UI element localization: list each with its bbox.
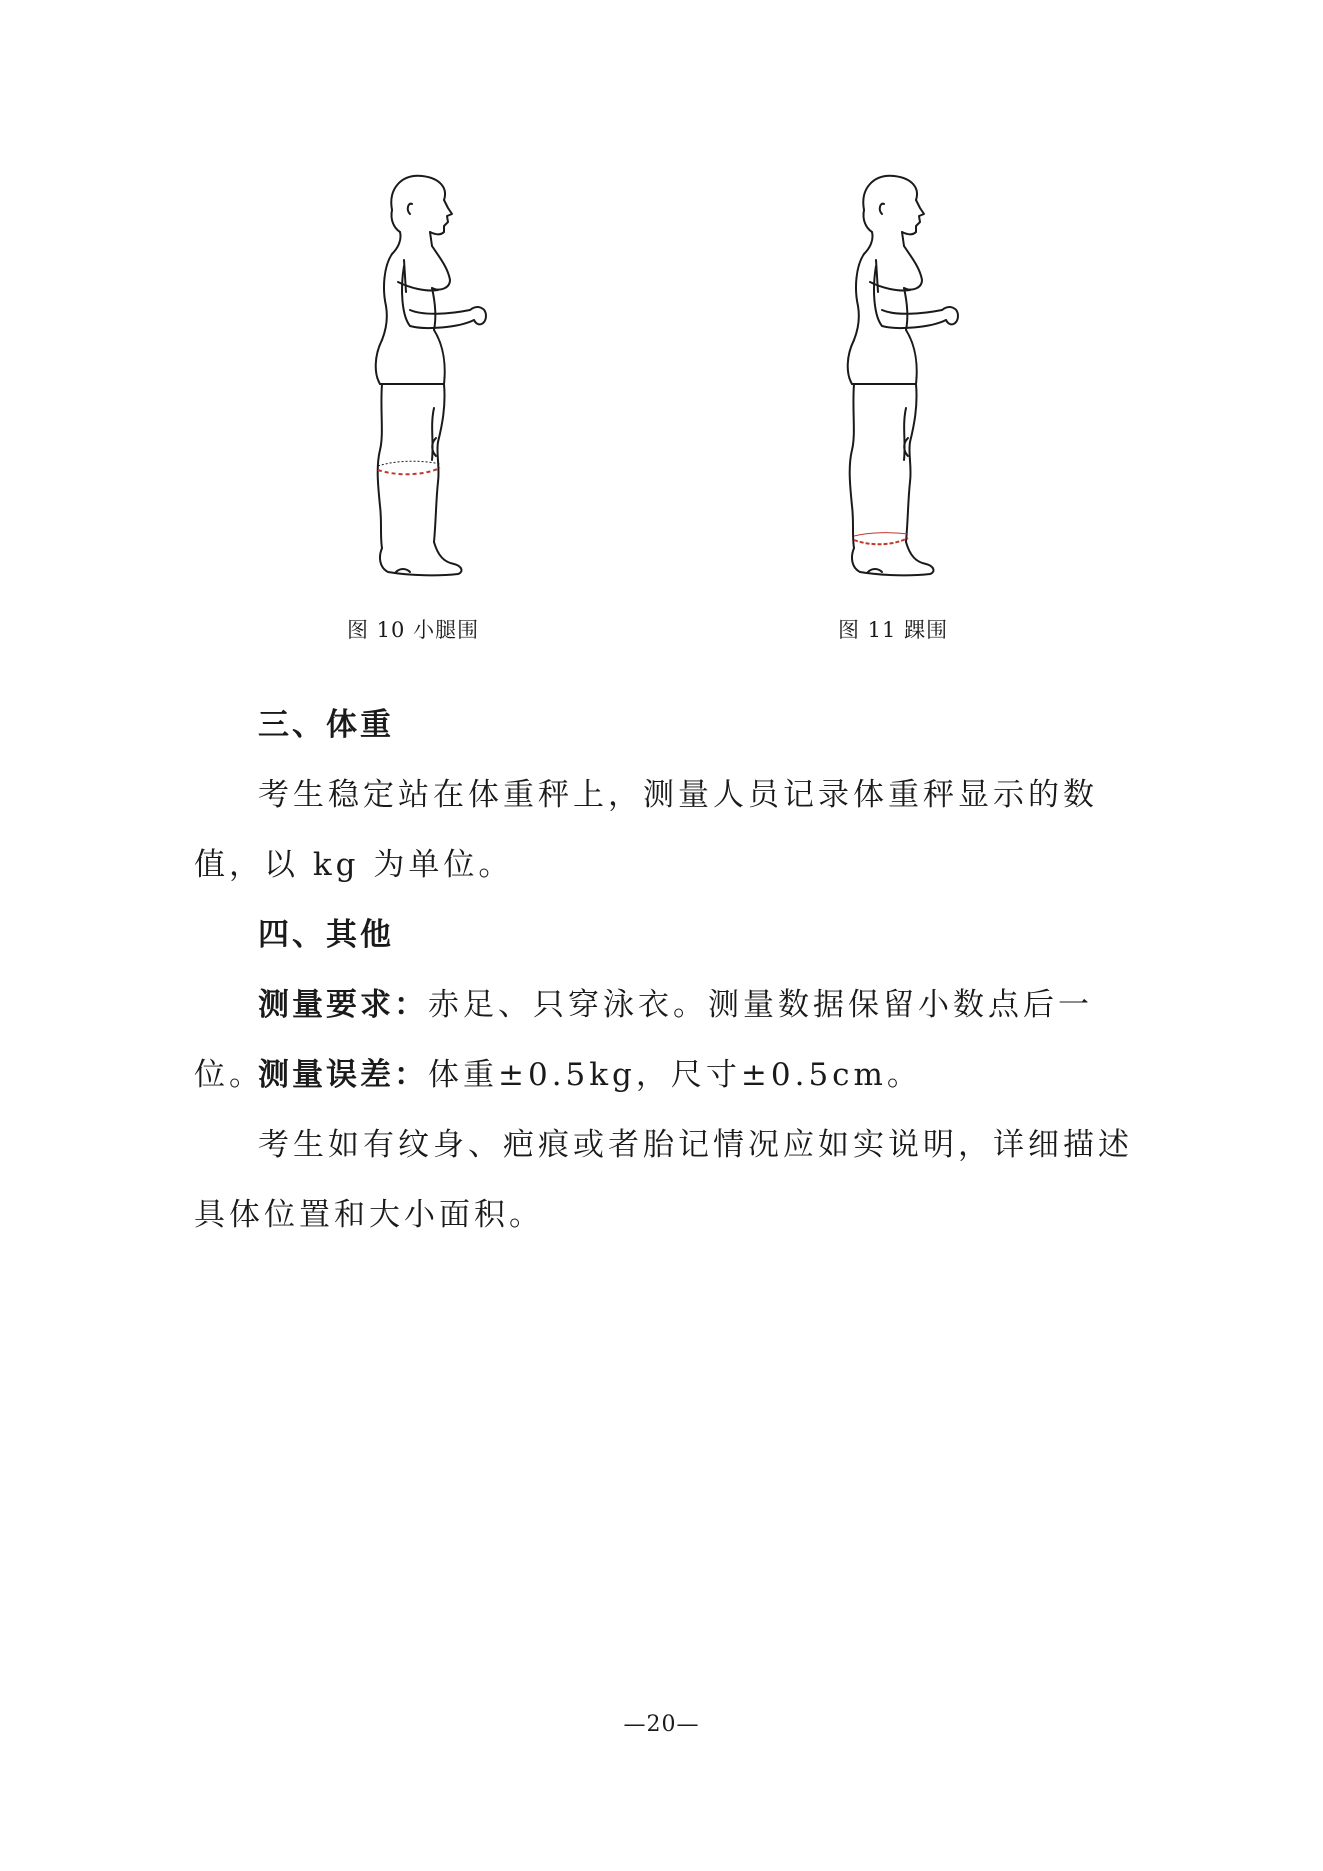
figure-caption: 图 11 踝围: [838, 618, 949, 642]
section-heading-other: 四、其他: [258, 917, 394, 953]
error-label: 测量误差：: [258, 1057, 428, 1093]
page-number: —20—: [623, 1712, 700, 1737]
standing-woman-illustration: [340, 170, 540, 610]
figure-ankle-circumference: [812, 170, 1012, 610]
requirements-label: 测量要求：: [258, 987, 428, 1023]
figure-caption: 图 10 小腿围: [347, 618, 480, 642]
standing-woman-illustration: [812, 170, 1012, 610]
error-text: 体重±0.5kg，尺寸±0.5cm。: [428, 1057, 922, 1093]
error-paragraph: [194, 1040, 1154, 1110]
figure-calf-circumference: [340, 170, 540, 610]
tattoo-paragraph: 考生如有纹身、疤痕或者胎记情况应如实说明，详细描述具体位置和大小面积。: [194, 1127, 1133, 1233]
section-heading-weight: 三、体重: [258, 707, 394, 743]
requirements-text: 赤足、只穿泳衣。测量数据保留小数点后一位。: [194, 987, 1093, 1093]
weight-paragraph: 考生稳定站在体重秤上，测量人员记录体重秤显示的数值，以 kg 为单位。: [194, 777, 1098, 883]
